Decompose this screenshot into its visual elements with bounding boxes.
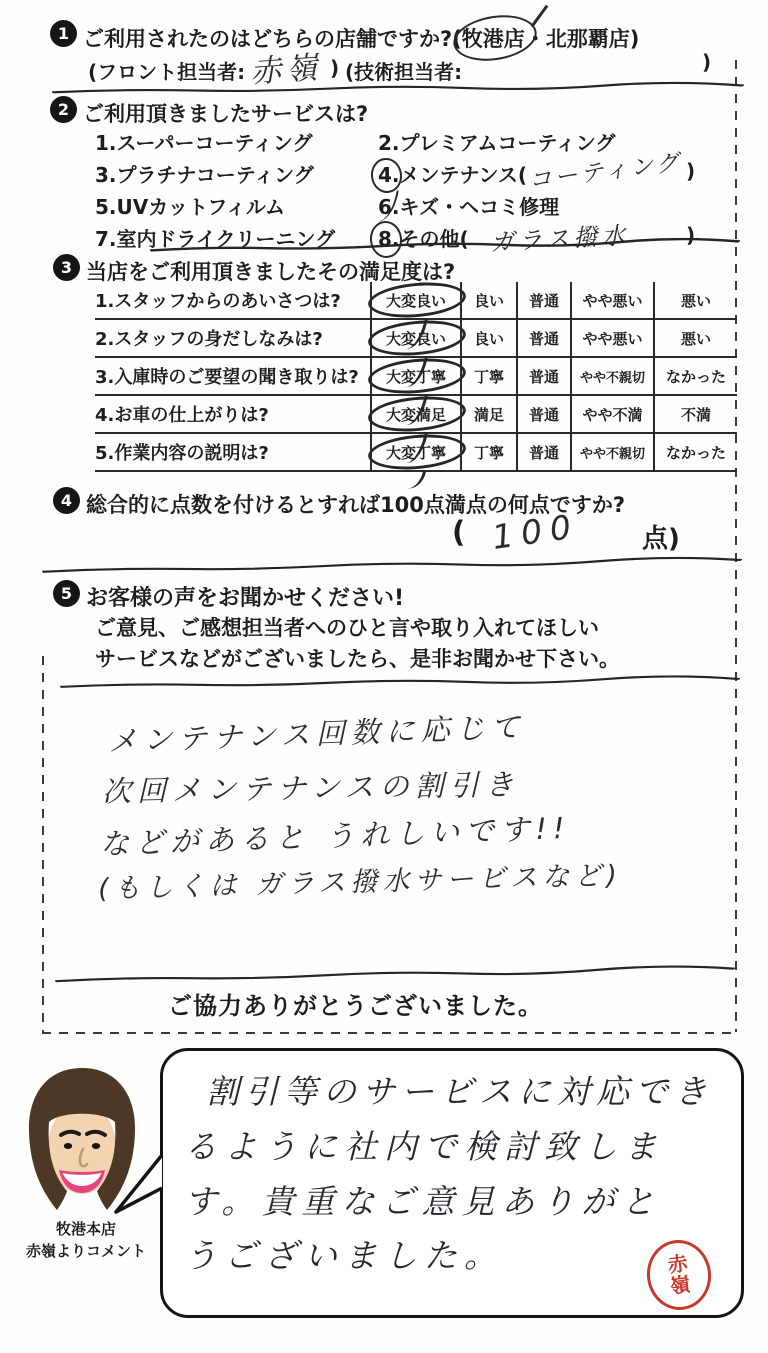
question-5-sub1: ご意見、ご感想担当者へのひと言や取り入れてほしい	[95, 616, 599, 640]
score-unit-close: 点)	[642, 524, 680, 554]
service-item-2-label: プレミアムコーティング	[399, 131, 616, 155]
service-item-6-num: 6.	[378, 195, 400, 219]
cutline-right	[735, 60, 737, 1032]
reply-line1: 割引等のサービスに対応でき	[206, 1072, 713, 1111]
question-3-title: 当店をご利用頂きましたその満足度は?	[86, 260, 456, 284]
store-selection-circle-tail	[531, 5, 548, 28]
service-item-3: 3.プラチナコーティング	[95, 163, 314, 187]
service-item-1: 1.スーパーコーティング	[95, 131, 313, 155]
reply-line3: す。貴重なご意見ありがと	[184, 1182, 662, 1221]
table-row-2-option-3: やや悪い	[570, 320, 653, 358]
cutline-bottom	[42, 1032, 737, 1034]
question-2-badge: 2	[50, 96, 77, 123]
service-item-6-label: キズ・ヘコミ修理	[399, 195, 560, 219]
question-4-badge: 4	[53, 487, 80, 514]
store-option-kitanaha: 北那覇店	[545, 27, 630, 51]
table-row-5-option-0: 大変丁寧	[370, 434, 460, 472]
service-item-4-close: )	[686, 159, 696, 183]
cutline-left	[42, 656, 44, 1034]
satisfaction-table	[95, 282, 737, 472]
table-row-3-question: 3.入庫時のご要望の聞き取りは?	[95, 358, 370, 396]
service-8-written-value: ガラス撥水	[489, 221, 631, 257]
service-item-4	[378, 149, 718, 195]
reply-line4: うございました。	[184, 1236, 504, 1275]
score-value: 100	[489, 506, 582, 557]
speech-bubble-tail	[112, 1152, 166, 1230]
table-row-2-question: 2.スタッフの身だしなみは?	[95, 320, 370, 358]
divider-thanks	[55, 964, 735, 984]
table-row-3-option-3: やや不親切	[570, 358, 653, 396]
table-row-2-option-1: 良い	[460, 320, 516, 358]
tech-staff-close: )	[702, 50, 712, 74]
service-item-2	[378, 127, 615, 156]
table-row-3-option-0: 大変丁寧	[370, 358, 460, 396]
question-4-title: 総合的に点数を付けるとすれば100点満点の何点ですか?	[86, 493, 626, 517]
customer-comment-line4: (もしくは ガラス撥水サービスなど)	[97, 860, 623, 905]
table-row-2-option-0: 大変良い	[370, 320, 460, 358]
service-item-2-num: 2.	[378, 131, 400, 155]
front-staff-value: 赤嶺	[249, 49, 324, 91]
service-item-5: 5.UVカットフィルム	[95, 195, 286, 219]
table-row-4-option-3: やや不満	[570, 396, 653, 434]
table-row-2-option-2: 普通	[516, 320, 570, 358]
selected-answer-tail	[405, 466, 427, 491]
service-item-8-num: 8.	[378, 227, 400, 251]
q1-close: )	[629, 27, 640, 51]
table-row-4-question: 4.お車の仕上がりは?	[95, 396, 370, 434]
table-row-1-question: 1.スタッフからのあいさつは?	[95, 282, 370, 320]
table-row-3-option-4: なかった	[653, 358, 737, 396]
customer-comment-line3: などがあると うれしいです!!	[99, 810, 571, 862]
store-option-makiminato: 牧港店	[462, 23, 525, 53]
stamp-char-bottom: 嶺	[668, 1271, 692, 1299]
table-row-3-option-1: 丁寧	[460, 358, 516, 396]
table-row-2-option-4: 悪い	[653, 320, 737, 358]
question-2-title: ご利用頂きましたサービスは?	[83, 102, 369, 126]
table-row-1-option-3: やや悪い	[570, 282, 653, 320]
tech-staff-label: (技術担当者:	[345, 60, 463, 84]
divider-q5	[60, 674, 740, 689]
q1-prompt: ご利用されたのはどちらの店舗ですか?(	[83, 27, 462, 51]
q1-dot: ・	[524, 27, 546, 51]
table-row-1-option-1: 良い	[460, 282, 516, 320]
table-row-4-option-1: 満足	[460, 396, 516, 434]
table-row-5-option-4: なかった	[653, 434, 737, 472]
table-row-5-option-2: 普通	[516, 434, 570, 472]
table-row-5-option-3: やや不親切	[570, 434, 653, 472]
service-item-4-num: 4.	[378, 163, 400, 187]
avatar-caption-name: 赤嶺よりコメント	[25, 1242, 146, 1260]
question-5-sub2: サービスなどがございましたら、是非お聞かせ下さい。	[95, 647, 620, 671]
table-row-4-option-4: 不満	[653, 396, 737, 434]
thanks-text: ご協力ありがとうございました。	[168, 992, 543, 1020]
table-row-4-option-0: 大変満足	[370, 396, 460, 434]
front-staff-close: )	[330, 56, 340, 80]
customer-comment-line2: 次回メンテナンスの割引き	[101, 767, 520, 809]
question-5-title: お客様の声をお聞かせください!	[86, 586, 405, 611]
table-row-5-option-1: 丁寧	[460, 434, 516, 472]
table-row-4-option-2: 普通	[516, 396, 570, 434]
divider-q4	[42, 556, 742, 575]
avatar-eye-right	[92, 1143, 100, 1149]
question-5-badge: 5	[53, 580, 80, 607]
service-item-7: 7.室内ドライクリーニング	[95, 227, 336, 251]
avatar-eye-left	[64, 1143, 72, 1149]
table-row-1-option-2: 普通	[516, 282, 570, 320]
table-row-5-question: 5.作業内容の説明は?	[95, 434, 370, 472]
reply-line2: るように社内で検討致しま	[184, 1127, 664, 1166]
service-item-8-close: )	[686, 223, 696, 247]
customer-comment-line1: メンテナンス回数に応じて	[107, 709, 527, 759]
question-1-badge: 1	[50, 20, 77, 47]
table-row-1-option-4: 悪い	[653, 282, 737, 320]
table-row-3-option-2: 普通	[516, 358, 570, 396]
stamp-char-top: 赤	[666, 1250, 690, 1278]
service-4-written-value: コーティング	[527, 149, 684, 195]
service-item-4-label: メンテナンス(	[399, 163, 528, 187]
table-row-1-option-0: 大変良い	[370, 282, 460, 320]
question-1-text	[83, 23, 639, 53]
service-item-6	[378, 191, 559, 220]
avatar-caption-store: 牧港本店	[55, 1220, 116, 1238]
service-item-8-label: その他(	[399, 227, 469, 251]
question-3-badge: 3	[53, 254, 80, 281]
front-staff-label: (フロント担当者:	[88, 60, 246, 84]
score-open-paren: (	[452, 515, 466, 549]
